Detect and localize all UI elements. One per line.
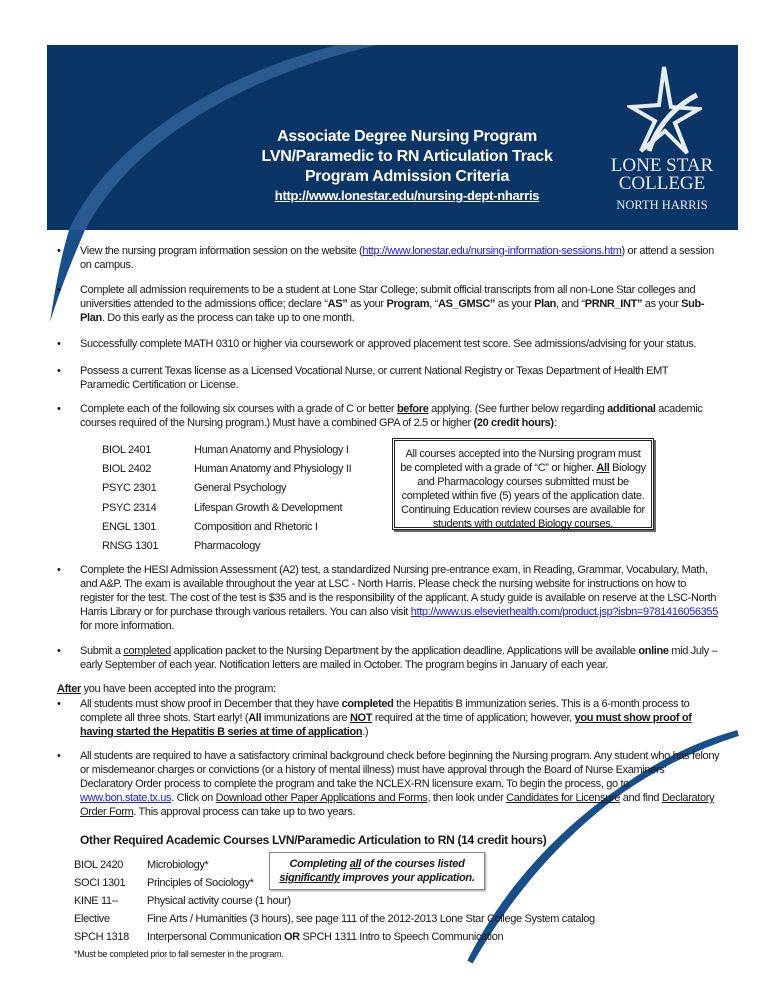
bullet-info-session: • View the nursing program information session on the website (http://www.lonestar.edu/nursing-information-sessions.htm) or attend a session on campus. (57, 245, 714, 271)
text-segment: Download other Paper Applications and Forms (215, 792, 428, 804)
rich-text (80, 403, 703, 429)
text-segment: and find (620, 792, 662, 804)
text-segment: academic courses required of the Nursing program.) Must have a combined GPA of 2.5 or higher (80, 403, 703, 429)
course-row (102, 520, 318, 534)
bullet-hepatitis-b: • All students must show proof in December that they have completed the Hepatitis B immunization series. This is a 6-month process to complete all three shots. Start early! (All immunizations are NOT required at the time of application; however, you must show proof of having started the Hepatitis B series at time of application.) (57, 698, 692, 738)
course-code: BIOL 2401 (102, 444, 152, 456)
text-segment: (20 credit hours) (473, 417, 554, 429)
logo-campus-text: NORTH HARRIS (616, 198, 708, 212)
text-segment: Complete all admission requirements to be a student at Lone Star College; submit official transcripts from all non-Lone Star colleges and universities attended to the admissions office; declare “ (80, 284, 696, 310)
text-segment: as your (347, 298, 387, 310)
rich-text (80, 284, 704, 324)
bullet-math-requirement: • Successfully complete MATH 0310 or higher via coursework or approved placement test score. See admissions/advising for your status. (57, 338, 697, 350)
course-name: Human Anatomy and Physiology I (194, 444, 349, 456)
rich-text (80, 245, 714, 271)
rich-text (279, 858, 474, 884)
course-code: BIOL 2402 (102, 463, 152, 476)
course-name (147, 876, 254, 890)
text-segment: application packet to the Nursing Department by the application deadline. Applications will be available (170, 645, 639, 657)
text-segment: for more information. (80, 620, 175, 632)
text-segment: .) (362, 726, 369, 738)
course-row (74, 894, 291, 908)
text-segment: NOT (349, 712, 373, 724)
text-segment: Microbiology* (147, 859, 209, 871)
rich-text (57, 750, 720, 818)
text-segment: . Click on (171, 792, 216, 804)
text-segment: ) or attend a session on campus. (80, 245, 714, 271)
bullet-application-packet: • Submit a completed application packet to the Nursing Department by the application deadline. Applications will be available online mid July – early September of each year. Notification letters are mailed in October. The program begins in January of each year. (57, 645, 718, 671)
text-segment: PRNR_INT” (584, 298, 643, 310)
text-segment: , and “ (555, 298, 585, 310)
title-line-2: LVN/Paramedic to RN Articulation Track (261, 148, 553, 165)
text-segment: you must show proof of having started the Hepatitis B series at time of application (80, 712, 692, 738)
course-name (147, 858, 208, 872)
course-code: KINE 11-- (74, 895, 119, 907)
text-segment: of the courses listed (361, 858, 465, 870)
text-segment: Physical activity course (1 hour) (147, 895, 291, 907)
text-segment: Fine Arts / Humanities (3 hours), see page 111 of the 2012-2013 Lone Star College System catalog (147, 913, 595, 925)
text-segment: required at the time of application; however, (372, 712, 575, 724)
text-segment: After (57, 683, 81, 695)
text-segment: Principles of Sociology* (147, 877, 254, 889)
text-segment: OR (283, 931, 300, 943)
department-url-link[interactable]: http://www.lonestar.edu/nursing-dept-nharris (274, 188, 540, 203)
course-code: PSYC 2314 (102, 501, 157, 514)
text-segment: completed (123, 645, 171, 657)
text-segment: Complete the HESI Admission Assessment (A2) test, a standardized Nursing pre-entrance exam, in Reading, Grammar, Vocabulary, Math, and A&P. The exam is available throughout the year at LSC - North Harris. Please check the nursing website for instructions on how to register for the test. The cost of the test is $35 and is the responsibility of the applicant. A study guide is available on reserve at the LSC-North Harris Library or for purchase through various retailers. You can also visit (80, 564, 717, 618)
text-segment: Candidates for Licensure (506, 792, 621, 804)
text-segment: All (596, 462, 610, 474)
text-segment: All students are required to have a satisfactory criminal background check before beginning the Nursing program. Any student who has felony or misdemeanor charges or convictions (or a history of mental illness) must have approval through the Board of Nurse Examiners' Declaratory Order process to complete the program and take the NCLEX-RN licensure exam. To begin the process, go to (80, 750, 720, 790)
text-segment: Interpersonal Communication (147, 931, 284, 943)
course-name (147, 894, 291, 908)
course-row (74, 876, 254, 890)
text-segment: SPCH 1311 Intro to Speech Communication (299, 931, 504, 943)
text-segment: Biology and Pharmacology courses submitted must be completed within five (5) years of the application date. Continuing Education review courses are available for students with outdated Biology courses. (401, 462, 646, 530)
course-code: PSYC 2301 (102, 482, 157, 495)
text-segment: Declaratory Order Form (80, 792, 715, 818)
text-segment: you have been accepted into the program: (80, 683, 276, 695)
course-row (74, 858, 209, 872)
text-segment: as your (495, 298, 535, 310)
course-row (102, 481, 287, 495)
text-segment: additional (607, 403, 656, 415)
course-row (74, 930, 504, 944)
text-segment: Plan (534, 298, 556, 310)
course-name: General Psychology (194, 482, 287, 495)
text-segment: AS” (327, 298, 348, 310)
course-code: SOCI 1301 (74, 877, 126, 889)
text-segment: Sub-Plan (80, 298, 705, 324)
course-row (102, 443, 349, 457)
rich-text (400, 448, 646, 530)
hyperlink[interactable]: www.bon.state.tx.us (80, 792, 172, 804)
text-segment: AS_GMSC” (437, 298, 496, 310)
rich-text (80, 698, 692, 738)
text-segment: View the nursing program information session on the website ( (80, 245, 363, 257)
text-segment: All students must show proof in December that they have (80, 698, 342, 710)
text-segment: , then look under (427, 792, 507, 804)
footnote: *Must be completed prior to fall semester in the program. (74, 949, 284, 959)
text-segment: Complete each of the following six courses with a grade of C or better (80, 403, 397, 415)
course-row (102, 462, 352, 476)
hyperlink[interactable]: http://www.lonestar.edu/nursing-information-sessions.htm (362, 245, 622, 257)
course-name: Composition and Rhetoric I (194, 520, 318, 533)
text-segment: : (553, 417, 557, 429)
text-segment: the Hepatitis B immunization series. This is a 6-month process to complete all three shots. Start early! ( (80, 698, 690, 724)
text-segment: Completing (289, 858, 350, 870)
hyperlink[interactable]: http://www.us.elsevierhealth.com/product.jsp?isbn=9781416056355 (410, 606, 718, 618)
text-segment: immunizations are (261, 712, 350, 724)
text-segment: online (638, 645, 669, 657)
text-segment: . This approval process can take up to two years. (133, 806, 356, 818)
other-courses-note-box (269, 852, 485, 890)
other-courses-heading: Other Required Academic Courses LVN/Paramedic Articulation to RN (14 credit hours) (80, 833, 547, 847)
course-code: Elective (74, 913, 110, 925)
text-segment: Possess a current Texas license as a Licensed Vocational Nurse, or current National Registry or Texas Department of Health EMT Paramedic Certification or License. (80, 365, 669, 391)
course-row (102, 539, 261, 553)
text-segment: . Do this early as the process can take up to one month. (101, 312, 355, 324)
text-segment: , “ (429, 298, 438, 310)
text-segment: all (349, 858, 362, 870)
course-code: ENGL 1301 (102, 520, 156, 533)
course-code: RNSG 1301 (102, 540, 159, 552)
logo-text: LONE STAR COLLEGE (610, 155, 714, 194)
rich-text (80, 645, 717, 671)
text-segment: significantly (279, 872, 340, 884)
bullet-hesi-exam: • Complete the HESI Admission Assessment (A2) test, a standardized Nursing pre-entrance exam, in Reading, Grammar, Vocabulary, Math, and A&P. The exam is available throughout the year at LSC - North Harris. Please check the nursing website for instructions on how to register for the test. The cost of the test is $35 and is the responsibility of the applicant. A study guide is available on reserve at the LSC-North Harris Library or for purchase through various retailers. You can also visit http://www.us.elsevierhealth.com/product.jsp?isbn=9781416056355 for more information. (57, 564, 718, 632)
after-acceptance-intro (57, 682, 276, 696)
course-row (102, 501, 343, 515)
text-segment: as your (642, 298, 682, 310)
title-line-1: Associate Degree Nursing Program (277, 128, 537, 145)
title-line-3: Program Admission Criteria (304, 168, 510, 185)
course-code: SPCH 1318 (74, 931, 129, 943)
rich-text (80, 338, 696, 350)
course-row (74, 912, 595, 926)
course-code: BIOL 2420 (74, 859, 124, 871)
text-segment: applying. (See further below regarding (428, 403, 608, 415)
text-segment: All (248, 712, 262, 724)
course-name (147, 930, 503, 944)
text-segment: Submit a (80, 645, 124, 657)
text-segment: improves your application. (339, 872, 475, 884)
rich-text (57, 564, 718, 632)
text-segment: before (396, 403, 429, 415)
course-name: Lifespan Growth & Development (194, 501, 343, 514)
course-name: Human Anatomy and Physiology II (194, 463, 352, 476)
text-segment: completed (341, 698, 394, 710)
bullet-admission-requirements: • Complete all admission requirements to be a student at Lone Star College; submit official transcripts from all non-Lone Star colleges and universities attended to the admissions office; declare “AS” as your Program, “AS_GMSC” as your Plan, and “PRNR_INT” as your Sub-Plan. Do this early as the process can take up to one month. (57, 284, 705, 324)
text-segment: mid July – early September of each year. Notification letters are mailed in October. The program begins in January of each year. (80, 645, 718, 671)
bullet-background-check: • All students are required to have a satisfactory criminal background check before beginning the Nursing program. Any student who has felony or misdemeanor charges or convictions (or a history of mental illness) must have approval through the Board of Nurse Examiners' Declaratory Order process to complete the program and take the NCLEX-RN licensure exam. To begin the process, go to www.bon.state.tx.us. Click on Download other Paper Applications and Forms, then look under Candidates for Licensure and find Declaratory Order Form. This approval process can take up to two years. (57, 750, 720, 818)
course-name (147, 912, 595, 926)
text-segment: Successfully complete MATH 0310 or higher via coursework or approved placement test score. See admissions/advising for your status. (80, 338, 697, 350)
bullet-prerequisite-courses: • Complete each of the following six courses with a grade of C or better before applying. (See further below regarding additional academic courses required of the Nursing program.) Must have a combined GPA of 2.5 or higher (20 credit hours): (57, 403, 703, 429)
rich-text (57, 683, 276, 695)
course-name: Pharmacology (194, 540, 261, 552)
text-segment: All courses accepted into the Nursing program must be completed with a grade of “C” or higher. (400, 448, 641, 474)
rich-text (80, 365, 668, 391)
bullet-license: • Possess a current Texas license as a Licensed Vocational Nurse, or current National Registry or Texas Department of Health EMT Paramedic Certification or License. (57, 365, 669, 391)
prerequisite-note-box (392, 438, 654, 530)
text-segment: Program (386, 298, 430, 310)
